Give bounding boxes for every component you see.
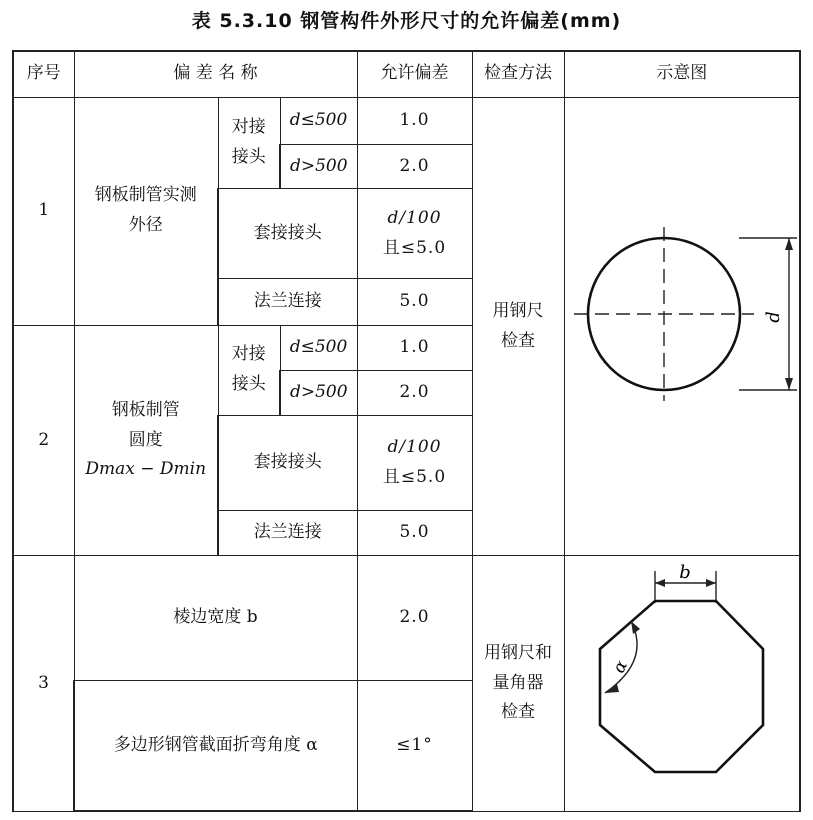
row3-edge-val: 2.0	[357, 556, 472, 680]
circle-diagram	[565, 227, 801, 427]
row3-seq: 3	[13, 556, 74, 811]
row2-name	[74, 325, 218, 556]
row1-val-a: 1.0	[357, 97, 472, 144]
row2-sleeve-val-line2: 且≤5.0	[382, 467, 447, 488]
method-ruler-line1: 用钢尺	[492, 300, 544, 321]
tolerance-table	[12, 50, 801, 812]
row1-name-line1: 钢板制管实测	[94, 185, 197, 206]
row2-flange-val: 5.0	[357, 511, 472, 556]
row1-flange: 法兰连接	[218, 279, 357, 325]
octagon-diagram	[565, 563, 801, 803]
row2-val-b: 2.0	[357, 370, 472, 415]
header-diagram: 示意图	[564, 51, 800, 97]
table-title: 表 5.3.10 钢管构件外形尺寸的允许偏差(mm)	[191, 10, 622, 32]
row1-butt-joint	[218, 97, 280, 188]
octagon-section	[600, 601, 763, 772]
row1-val-b: 2.0	[357, 144, 472, 188]
row2-sleeve-val	[357, 415, 472, 510]
row2-butt-line1: 对接	[231, 344, 266, 365]
octagon-alpha-label: α	[608, 657, 632, 677]
arrow-up-icon	[785, 238, 793, 250]
row3-angle-name: 多边形钢管截面折弯角度 α	[74, 680, 357, 811]
row1-sleeve: 套接接头	[218, 189, 357, 279]
row2-butt-joint	[218, 325, 280, 415]
method-ruler-angle	[472, 556, 564, 811]
row1-butt-line2: 接头	[231, 146, 266, 167]
table-row	[13, 556, 800, 680]
method-ruler-line2: 检查	[501, 330, 535, 351]
row1-seq: 1	[13, 97, 74, 325]
circle-diagram-cell	[564, 97, 800, 556]
octagon-diagram-cell	[564, 556, 800, 811]
row2-flange: 法兰连接	[218, 511, 357, 556]
row1-sleeve-val-line2: 且≤5.0	[382, 237, 447, 258]
header-name: 偏 差 名 称	[74, 51, 357, 97]
row3-angle-val: ≤1°	[357, 680, 472, 811]
row1-cond-a: d≤500	[280, 97, 357, 144]
angle-arrow-top-icon	[631, 621, 640, 634]
row2-name-line2: 圆度	[128, 429, 163, 450]
method-ruler-angle-line2: 量角器	[492, 672, 544, 693]
arrow-down-icon	[785, 378, 793, 390]
row2-sleeve-val-line1: d/100	[387, 437, 442, 458]
row2-cond-b: d>500	[280, 370, 357, 415]
row2-sleeve: 套接接头	[218, 415, 357, 510]
row2-name-line3: Dmax − Dmin	[85, 459, 207, 480]
row1-name-line2: 外径	[128, 215, 163, 236]
row1-butt-line1: 对接	[231, 117, 266, 138]
row1-cond-b: d>500	[280, 144, 357, 188]
arrow-left-icon	[655, 579, 665, 587]
arrow-right-icon	[706, 579, 716, 587]
octagon-b-label: b	[678, 563, 691, 584]
row2-val-a: 1.0	[357, 325, 472, 370]
table-row	[13, 97, 800, 144]
circle-d-label: d	[762, 310, 784, 323]
header-method: 检查方法	[472, 51, 564, 97]
row2-butt-line2: 接头	[231, 374, 266, 395]
row2-name-line1: 钢板制管	[111, 399, 180, 420]
row1-sleeve-val-line1: d/100	[387, 207, 442, 228]
method-ruler-angle-line3: 检查	[501, 702, 535, 723]
angle-arrow-bottom-icon	[605, 684, 619, 693]
row1-name	[74, 97, 218, 325]
row2-seq: 2	[13, 325, 74, 556]
row3-edge-name: 棱边宽度 b	[74, 556, 357, 680]
row2-cond-a: d≤500	[280, 325, 357, 370]
row1-sleeve-val	[357, 189, 472, 279]
row1-flange-val: 5.0	[357, 279, 472, 325]
method-ruler	[472, 97, 564, 556]
header-tolerance: 允许偏差	[357, 51, 472, 97]
method-ruler-angle-line1: 用钢尺和	[484, 642, 552, 663]
header-seq: 序号	[13, 51, 74, 97]
header-row	[13, 51, 800, 97]
